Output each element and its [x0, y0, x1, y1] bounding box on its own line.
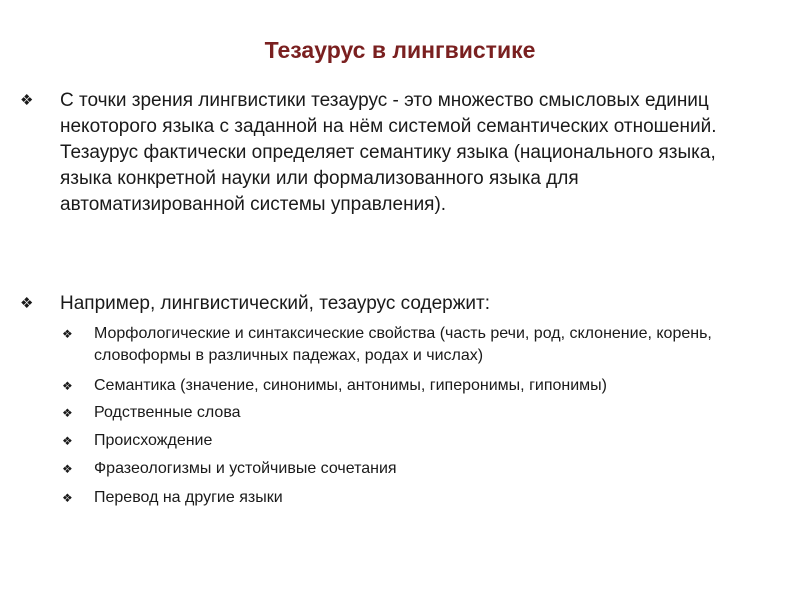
- bullet-text: Например, лингвистический, тезаурус содержит:: [60, 293, 491, 314]
- subbullet-text: Морфологические и синтаксические свойства (часть речи, род, склонение, корень, словоформы в различных падежах, родах и числах): [94, 325, 712, 364]
- bullet-example: [20, 291, 765, 317]
- subbullet-related-words: [62, 402, 772, 424]
- bullet-text: С точки зрения лингвистики тезаурус - это множество смысловых единиц некоторого языка с заданной на нём системой семантических отношений. Тезаурус фактически определяет семантику языка (национального языка, языка конкретной науки или формализованного языка для автоматизированной системы управления).: [60, 90, 717, 215]
- subbullet-text: Фразеологизмы и устойчивые сочетания: [94, 460, 397, 477]
- subbullet-text: Семантика (значение, синонимы, антонимы, гиперонимы, гипонимы): [94, 377, 608, 394]
- subbullet-origin: [62, 430, 772, 452]
- bullet-definition: [20, 88, 765, 218]
- subbullet-text: Родственные слова: [94, 404, 241, 421]
- subbullet-phraseology: [62, 458, 772, 480]
- diamond-bullet-icon: ❖: [62, 406, 73, 420]
- diamond-bullet-icon: ❖: [62, 462, 73, 476]
- subbullet-morphology: [62, 323, 772, 367]
- diamond-bullet-icon: ❖: [20, 295, 34, 312]
- diamond-bullet-icon: ❖: [20, 92, 34, 109]
- subbullet-text: Происхождение: [94, 432, 213, 449]
- slide-title: Тезаурус в лингвистике: [264, 37, 536, 63]
- subbullet-translation: [62, 487, 772, 509]
- diamond-bullet-icon: ❖: [62, 379, 73, 393]
- subbullet-semantics: [62, 375, 772, 397]
- diamond-bullet-icon: ❖: [62, 491, 73, 505]
- subbullet-text: Перевод на другие языки: [94, 489, 283, 506]
- diamond-bullet-icon: ❖: [62, 434, 73, 448]
- diamond-bullet-icon: ❖: [62, 327, 73, 341]
